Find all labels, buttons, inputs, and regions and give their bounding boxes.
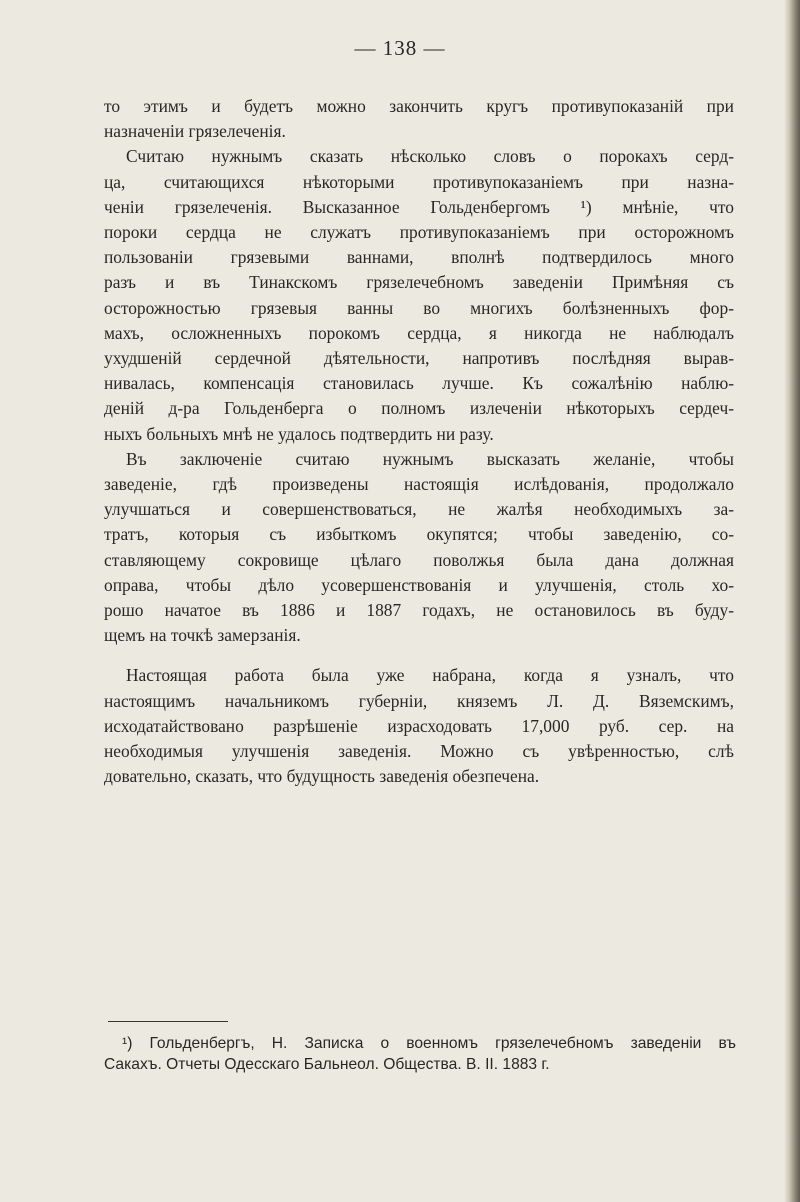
text-line: махъ, осложненныхъ порокомъ сердца, я никогда не наблюдалъ bbox=[104, 322, 734, 343]
text-line: ныхъ больныхъ мнѣ не удалось подтвердить ни разу. bbox=[104, 423, 494, 444]
text-line: ца, считающихся нѣкоторыми противупоказаніемъ при назна- bbox=[104, 171, 734, 192]
text-line: пороки сердца не служатъ противупоказаніемъ при осторожномъ bbox=[104, 222, 734, 243]
paragraph-1 bbox=[104, 94, 734, 144]
text-line: Настоящая работа была уже набрана, когда я узналъ, что bbox=[126, 665, 734, 686]
text-line: разъ и въ Тинакскомъ грязелечебномъ заведеніи Примѣняя съ bbox=[104, 272, 734, 293]
paragraph-4 bbox=[104, 663, 734, 789]
paragraph-gap bbox=[104, 648, 734, 663]
text-line: тратъ, которыя съ избыткомъ окупятся; чтобы заведенію, со- bbox=[104, 524, 734, 545]
text-line: ухудшеній сердечной дѣятельности, напротивъ послѣдняя вырав- bbox=[104, 348, 734, 369]
paragraph-2 bbox=[104, 144, 734, 446]
text-line: ставляющему сокровище цѣлаго поволжья была дана должная bbox=[104, 549, 734, 570]
text-line: улучшаться и совершенствоваться, не жалѣя необходимыхъ за- bbox=[104, 499, 734, 520]
text-line: заведеніе, гдѣ произведены настоящія ислѣдованія, продолжало bbox=[104, 474, 734, 495]
footnote-line: ¹) Гольденбергъ, Н. Записка о военномъ грязелечебномъ заведеніи въ bbox=[122, 1035, 736, 1052]
paragraph-3 bbox=[104, 447, 734, 649]
text-line: оправа, чтобы дѣло усовершенствованія и улучшенія, столь хо- bbox=[104, 574, 734, 595]
footnote bbox=[104, 1033, 736, 1075]
page-edge-shadow bbox=[784, 0, 800, 1202]
text-line: нивалась, компенсація становилась лучше. Къ сожалѣнію наблю- bbox=[104, 373, 734, 394]
text-line: Считаю нужнымъ сказать нѣсколько словъ о порокахъ серд- bbox=[126, 146, 734, 167]
main-text bbox=[104, 94, 734, 789]
text-line: рошо начатое въ 1886 и 1887 годахъ, не остановилось въ буду- bbox=[104, 600, 734, 621]
text-line: ченіи грязелеченія. Высказанное Гольденбергомъ ¹) мнѣніе, что bbox=[104, 196, 734, 217]
text-line: Въ заключеніе считаю нужнымъ высказать желаніе, чтобы bbox=[126, 448, 734, 469]
text-line: исходатайствовано разрѣшеніе израсходовать 17,000 руб. сер. на bbox=[104, 715, 734, 736]
footnote-separator bbox=[108, 1021, 228, 1022]
text-line: щемъ на точкѣ замерзанія. bbox=[104, 625, 301, 646]
text-line: деній д-ра Гольденберга о полномъ излеченіи нѣкоторыхъ сердеч- bbox=[104, 398, 734, 419]
text-line: настоящимъ начальникомъ губерніи, княземъ Л. Д. Вяземскимъ, bbox=[104, 690, 734, 711]
text-line: довательно, сказать, что будущность заведенія обезпечена. bbox=[104, 766, 540, 787]
page-number: — 138 — bbox=[354, 36, 446, 60]
text-line: то этимъ и будетъ можно закончить кругъ противупоказаній при bbox=[104, 96, 734, 116]
text-line: осторожностью грязевыя ванны во многихъ болѣзненныхъ фор- bbox=[104, 297, 734, 318]
footnote-line: Сакахъ. Отчеты Одесскаго Бальнеол. Общества. В. II. 1883 г. bbox=[104, 1056, 550, 1073]
text-line: пользованіи грязевыми ваннами, вполнѣ подтвердилось много bbox=[104, 247, 734, 268]
text-line: необходимыя улучшенія заведенія. Можно съ увѣренностью, слѣ bbox=[104, 741, 734, 762]
text-line: назначеніи грязелеченія. bbox=[104, 121, 286, 142]
